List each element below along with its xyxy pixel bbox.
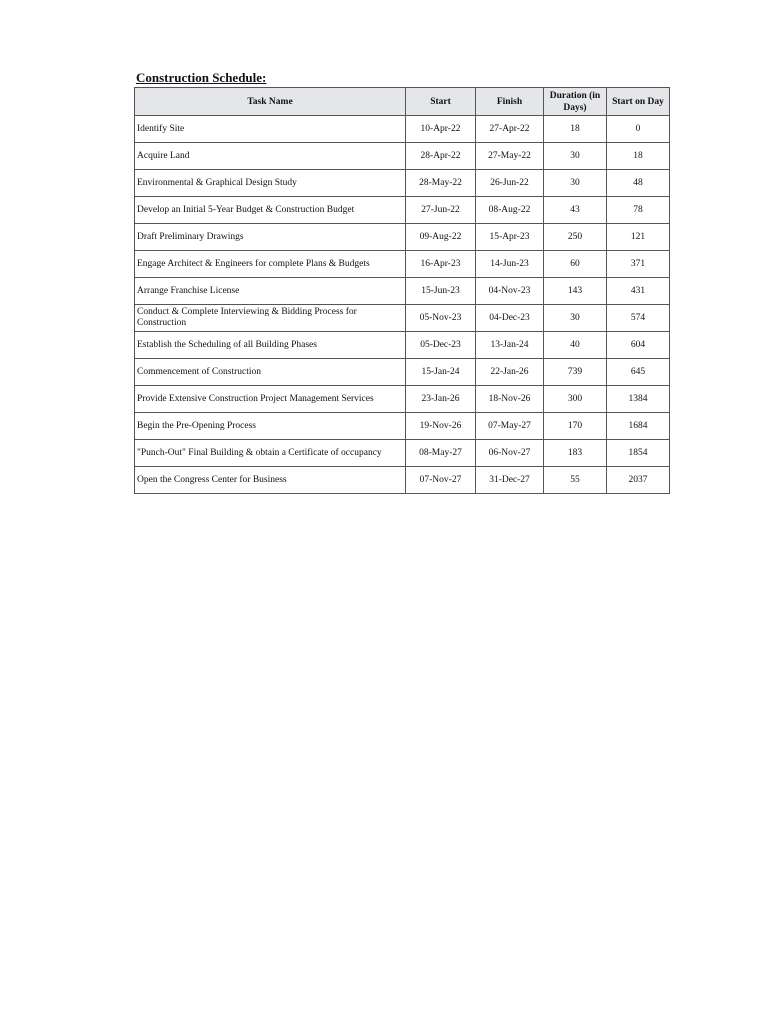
task-name-cell: "Punch-Out" Final Building & obtain a Certificate of occupancy [135,440,406,467]
header-start-on-day: Start on Day [607,88,670,116]
start-on-day-cell: 48 [607,170,670,197]
finish-date-cell: 27-May-22 [476,143,544,170]
start-on-day-cell: 2037 [607,467,670,494]
start-on-day-cell: 18 [607,143,670,170]
construction-schedule-table [134,87,670,494]
table-row [135,251,670,278]
start-date-cell: 28-May-22 [406,170,476,197]
start-on-day-cell: 371 [607,251,670,278]
start-date-cell: 15-Jan-24 [406,359,476,386]
table-row [135,413,670,440]
start-date-cell: 10-Apr-22 [406,116,476,143]
start-date-cell: 08-May-27 [406,440,476,467]
duration-cell: 30 [544,170,607,197]
task-name-cell: Establish the Scheduling of all Building Phases [135,332,406,359]
finish-date-cell: 18-Nov-26 [476,386,544,413]
task-name-cell: Draft Preliminary Drawings [135,224,406,251]
duration-cell: 40 [544,332,607,359]
finish-date-cell: 31-Dec-27 [476,467,544,494]
header-finish: Finish [476,88,544,116]
table-row [135,278,670,305]
duration-cell: 55 [544,467,607,494]
header-row [135,88,670,116]
task-name-cell: Acquire Land [135,143,406,170]
duration-cell: 18 [544,116,607,143]
finish-date-cell: 04-Dec-23 [476,305,544,332]
duration-cell: 60 [544,251,607,278]
task-name-cell: Develop an Initial 5-Year Budget & Construction Budget [135,197,406,224]
duration-cell: 143 [544,278,607,305]
page-title: Construction Schedule: [136,70,267,85]
finish-date-cell: 06-Nov-27 [476,440,544,467]
start-date-cell: 23-Jan-26 [406,386,476,413]
duration-cell: 170 [544,413,607,440]
start-date-cell: 09-Aug-22 [406,224,476,251]
start-on-day-cell: 604 [607,332,670,359]
finish-date-cell: 07-May-27 [476,413,544,440]
start-date-cell: 16-Apr-23 [406,251,476,278]
finish-date-cell: 22-Jan-26 [476,359,544,386]
start-on-day-cell: 121 [607,224,670,251]
table-row [135,305,670,332]
start-date-cell: 27-Jun-22 [406,197,476,224]
start-date-cell: 05-Dec-23 [406,332,476,359]
duration-cell: 30 [544,305,607,332]
start-on-day-cell: 1384 [607,386,670,413]
duration-cell: 43 [544,197,607,224]
table-row [135,143,670,170]
start-date-cell: 19-Nov-26 [406,413,476,440]
task-name-cell: Engage Architect & Engineers for complete Plans & Budgets [135,251,406,278]
header-task-name: Task Name [135,88,406,116]
start-date-cell: 15-Jun-23 [406,278,476,305]
duration-cell: 739 [544,359,607,386]
table-row [135,197,670,224]
finish-date-cell: 08-Aug-22 [476,197,544,224]
finish-date-cell: 26-Jun-22 [476,170,544,197]
start-on-day-cell: 0 [607,116,670,143]
start-on-day-cell: 431 [607,278,670,305]
table-row [135,116,670,143]
table-row [135,467,670,494]
finish-date-cell: 13-Jan-24 [476,332,544,359]
header-start: Start [406,88,476,116]
start-on-day-cell: 1684 [607,413,670,440]
finish-date-cell: 15-Apr-23 [476,224,544,251]
start-on-day-cell: 645 [607,359,670,386]
table-row [135,359,670,386]
table-row [135,170,670,197]
start-on-day-cell: 78 [607,197,670,224]
table-row [135,440,670,467]
task-name-cell: Conduct & Complete Interviewing & Bidding Process for Construction [135,305,406,332]
start-date-cell: 05-Nov-23 [406,305,476,332]
task-name-cell: Provide Extensive Construction Project Management Services [135,386,406,413]
finish-date-cell: 14-Jun-23 [476,251,544,278]
finish-date-cell: 27-Apr-22 [476,116,544,143]
header-duration: Duration (in Days) [544,88,607,116]
table-row [135,332,670,359]
table-row [135,224,670,251]
task-name-cell: Arrange Franchise License [135,278,406,305]
start-on-day-cell: 1854 [607,440,670,467]
start-date-cell: 28-Apr-22 [406,143,476,170]
task-name-cell: Open the Congress Center for Business [135,467,406,494]
task-name-cell: Identify Site [135,116,406,143]
duration-cell: 183 [544,440,607,467]
table-row [135,386,670,413]
duration-cell: 30 [544,143,607,170]
task-name-cell: Begin the Pre-Opening Process [135,413,406,440]
finish-date-cell: 04-Nov-23 [476,278,544,305]
start-date-cell: 07-Nov-27 [406,467,476,494]
task-name-cell: Commencement of Construction [135,359,406,386]
start-on-day-cell: 574 [607,305,670,332]
task-name-cell: Environmental & Graphical Design Study [135,170,406,197]
duration-cell: 300 [544,386,607,413]
duration-cell: 250 [544,224,607,251]
